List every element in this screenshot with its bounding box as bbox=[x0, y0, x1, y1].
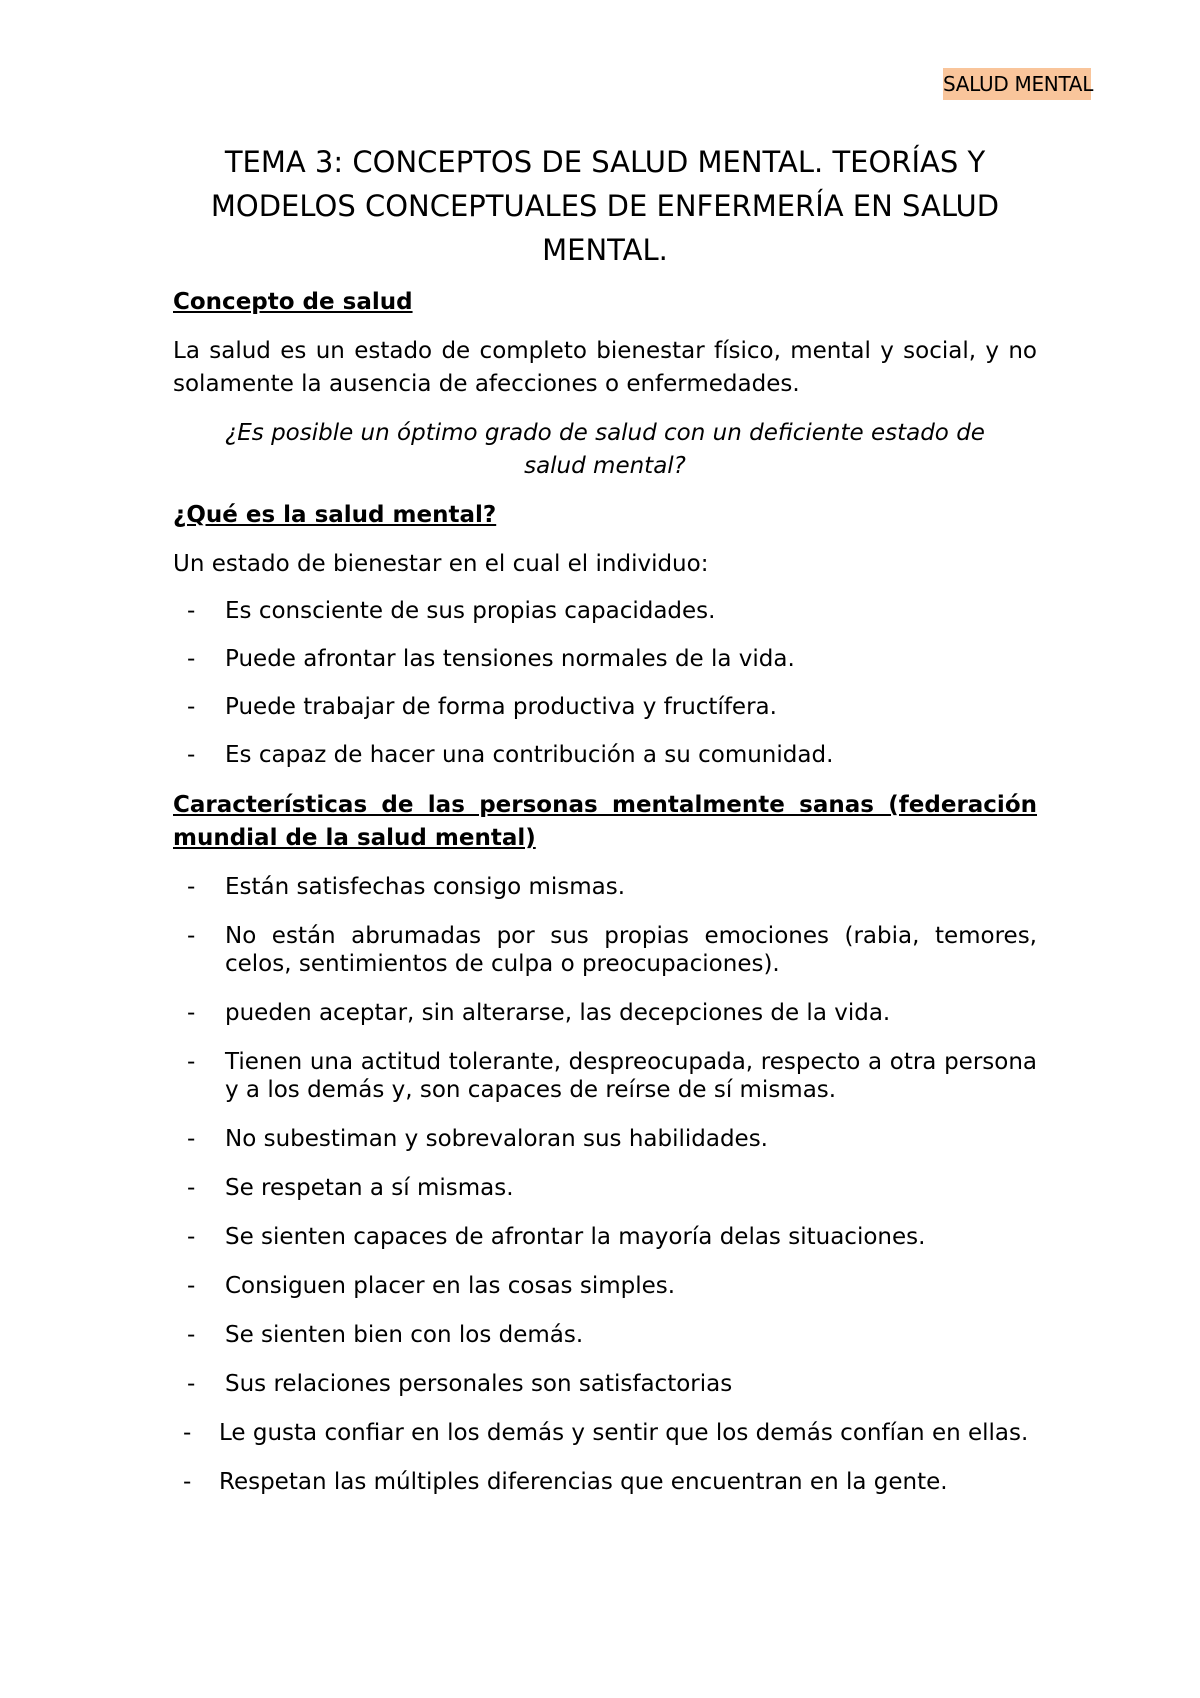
dash-bullet: - bbox=[187, 874, 196, 900]
running-header: SALUD MENTAL bbox=[943, 68, 1093, 100]
dash-bullet: - bbox=[187, 646, 196, 672]
list-item bbox=[173, 1174, 1037, 1202]
list-item bbox=[173, 1272, 1037, 1300]
list-item-text: Se sienten bien con los demás. bbox=[225, 1322, 584, 1348]
dash-bullet: - bbox=[183, 1420, 192, 1446]
dash-bullet: - bbox=[187, 923, 196, 949]
list-caracteristicas bbox=[173, 873, 1037, 1496]
heading-caracteristicas: Características de las personas mentalmente sanas (federación mundial de la salud mental) bbox=[173, 792, 1037, 851]
list-item-text: Se sienten capaces de afrontar la mayoría delas situaciones. bbox=[225, 1224, 926, 1250]
dash-bullet: - bbox=[187, 598, 196, 624]
dash-bullet: - bbox=[187, 1126, 196, 1152]
list-item bbox=[173, 999, 1037, 1027]
list-item-text: Puede trabajar de forma productiva y fructífera. bbox=[225, 694, 777, 720]
list-item-text: Se respetan a sí mismas. bbox=[225, 1175, 514, 1201]
list-item bbox=[173, 1419, 1037, 1447]
list-item-text: Sus relaciones personales son satisfactorias bbox=[225, 1371, 733, 1397]
dash-bullet: - bbox=[187, 1175, 196, 1201]
dash-bullet: - bbox=[187, 1224, 196, 1250]
dash-bullet: - bbox=[187, 1322, 196, 1348]
list-item-text: Es consciente de sus propias capacidades. bbox=[225, 598, 716, 624]
list-item-text: Es capaz de hacer una contribución a su comunidad. bbox=[225, 742, 834, 768]
paragraph-definicion-salud: La salud es un estado de completo bienestar físico, mental y social, y no solamente la ausencia de afecciones o enfermedades. bbox=[173, 338, 1037, 397]
list-item bbox=[173, 1125, 1037, 1153]
list-item bbox=[173, 1321, 1037, 1349]
list-item bbox=[173, 922, 1037, 978]
list-item bbox=[173, 741, 1037, 769]
document-title: TEMA 3: CONCEPTOS DE SALUD MENTAL. TEORÍAS Y MODELOS CONCEPTUALES DE ENFERMERÍA EN SALUD MENTAL. bbox=[210, 145, 1000, 267]
list-item bbox=[173, 1468, 1037, 1496]
list-item bbox=[173, 873, 1037, 901]
list-item bbox=[173, 1048, 1037, 1104]
heading-que-es-salud-mental: ¿Qué es la salud mental? bbox=[173, 502, 497, 528]
list-item-text: Respetan las múltiples diferencias que encuentran en la gente. bbox=[219, 1469, 948, 1495]
list-salud-mental bbox=[173, 597, 1037, 769]
dash-bullet: - bbox=[187, 1000, 196, 1026]
document-body bbox=[173, 140, 1037, 1517]
dash-bullet: - bbox=[183, 1469, 192, 1495]
heading-concepto-salud: Concepto de salud bbox=[173, 289, 413, 315]
list-item bbox=[173, 597, 1037, 625]
list-item-text: Consiguen placer en las cosas simples. bbox=[225, 1273, 676, 1299]
dash-bullet: - bbox=[187, 1049, 196, 1075]
question-salud-mental: ¿Es posible un óptimo grado de salud con un deficiente estado de salud mental? bbox=[225, 420, 985, 479]
list-item bbox=[173, 645, 1037, 673]
list-item-text: Puede afrontar las tensiones normales de la vida. bbox=[225, 646, 795, 672]
list-item-text: Están satisfechas consigo mismas. bbox=[225, 874, 626, 900]
list-item-text: Tienen una actitud tolerante, despreocupada, respecto a otra persona y a los demás y, son capaces de reírse de sí mismas. bbox=[225, 1049, 1037, 1103]
dash-bullet: - bbox=[187, 694, 196, 720]
list-item bbox=[173, 693, 1037, 721]
list-item-text: pueden aceptar, sin alterarse, las decepciones de la vida. bbox=[225, 1000, 891, 1026]
list-item-text: No están abrumadas por sus propias emociones (rabia, temores, celos, sentimientos de culpa o preocupaciones). bbox=[225, 923, 1037, 977]
paragraph-intro-bienestar: Un estado de bienestar en el cual el individuo: bbox=[173, 551, 709, 577]
list-item bbox=[173, 1223, 1037, 1251]
dash-bullet: - bbox=[187, 742, 196, 768]
list-item bbox=[173, 1370, 1037, 1398]
list-item-text: No subestiman y sobrevaloran sus habilidades. bbox=[225, 1126, 768, 1152]
dash-bullet: - bbox=[187, 1273, 196, 1299]
dash-bullet: - bbox=[187, 1371, 196, 1397]
list-item-text: Le gusta confiar en los demás y sentir que los demás confían en ellas. bbox=[219, 1420, 1029, 1446]
